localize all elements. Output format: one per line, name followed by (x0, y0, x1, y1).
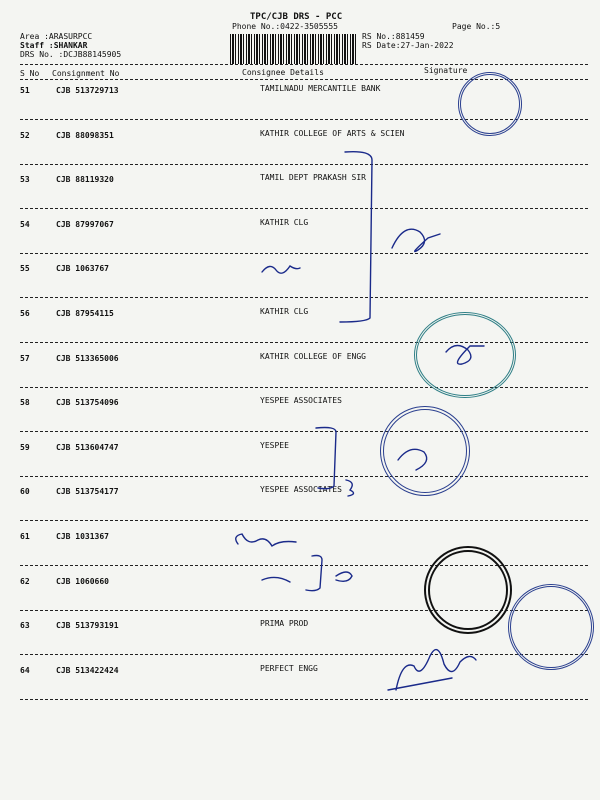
row-serial-number: 63 (20, 621, 30, 630)
row-consignee-name: KATHIR CLG (260, 218, 309, 227)
row-consignee-name: YESPEE (260, 441, 289, 450)
row-consignment-number: CJB 1031367 (56, 532, 109, 541)
row-serial-number: 56 (20, 309, 30, 318)
row-consignment-number: CJB 1063767 (56, 264, 109, 273)
staff-label: Staff :SHANKAR (20, 41, 88, 50)
column-header-sno: S No (20, 69, 40, 78)
row-serial-number: 54 (20, 220, 30, 229)
scribble-mark (262, 577, 290, 582)
rs-number: RS No.:881459 (362, 32, 425, 41)
row-serial-number: 60 (20, 487, 30, 496)
row-consignment-number: CJB 513793191 (56, 621, 119, 630)
row-consignee-name: KATHIR COLLEGE OF ARTS & SCIEN (260, 129, 405, 138)
column-header-signature: Signature (424, 66, 468, 75)
phone-number: Phone No.:0422-3505555 (232, 22, 338, 31)
handwritten-note (236, 534, 296, 546)
row-serial-number: 57 (20, 354, 30, 363)
row-consignee-name: TAMILNADU MERCANTILE BANK (260, 84, 381, 93)
row-consignee-name: YESPEE ASSOCIATES (260, 396, 342, 405)
scribble-mark (262, 266, 300, 273)
row-consignment-number: CJB 87954115 (56, 309, 114, 318)
signature-mark (446, 345, 484, 364)
row-consignee-name: KATHIR COLLEGE OF ENGG (260, 352, 366, 361)
row-consignment-number: CJB 513754177 (56, 487, 119, 496)
signature-mark (396, 650, 476, 690)
row-consignee-name: KATHIR CLG (260, 307, 309, 316)
row-consignment-number: CJB 513754096 (56, 398, 119, 407)
area-label: Area :ARASURPCC (20, 32, 93, 41)
drs-number: DRS No. :DCJB88145905 (20, 50, 122, 59)
signature-mark (392, 229, 440, 251)
row-consignment-number: CJB 513365006 (56, 354, 119, 363)
row-serial-number: 52 (20, 131, 30, 140)
row-serial-number: 51 (20, 86, 30, 95)
row-consignment-number: CJB 88119320 (56, 175, 114, 184)
row-consignment-number: CJB 513422424 (56, 666, 119, 675)
row-consignee-name: YESPEE ASSOCIATES (260, 485, 342, 494)
row-serial-number: 64 (20, 666, 30, 675)
row-consignee-name: PERFECT ENGG (260, 664, 318, 673)
column-header-consignment: Consignment No (52, 69, 120, 78)
row-consignment-number: CJB 513729713 (56, 86, 119, 95)
row-serial-number: 62 (20, 577, 30, 586)
bracket-mark (340, 152, 372, 322)
row-consignee-name: TAMIL DEPT PRAKASH SIR (260, 173, 366, 182)
row-serial-number: 59 (20, 443, 30, 452)
bracket-mark (316, 428, 336, 489)
row-consignment-number: CJB 87997067 (56, 220, 114, 229)
document-title: TPC/CJB DRS - PCC (250, 12, 343, 22)
row-serial-number: 55 (20, 264, 30, 273)
scribble-mark (336, 572, 352, 581)
row-consignment-number: CJB 88098351 (56, 131, 114, 140)
row-serial-number: 53 (20, 175, 30, 184)
scribble-mark (346, 480, 354, 496)
column-header-consignee: Consignee Details (242, 68, 324, 77)
signature-mark (398, 449, 427, 470)
row-serial-number: 61 (20, 532, 30, 541)
row-serial-number: 58 (20, 398, 30, 407)
row-consignment-number: CJB 1060660 (56, 577, 109, 586)
row-consignment-number: CJB 513604747 (56, 443, 119, 452)
page-number: Page No.:5 (452, 22, 501, 31)
rs-date: RS Date:27-Jan-2022 (362, 41, 454, 50)
bracket-mark (306, 556, 322, 591)
row-consignee-name: PRIMA PROD (260, 619, 309, 628)
